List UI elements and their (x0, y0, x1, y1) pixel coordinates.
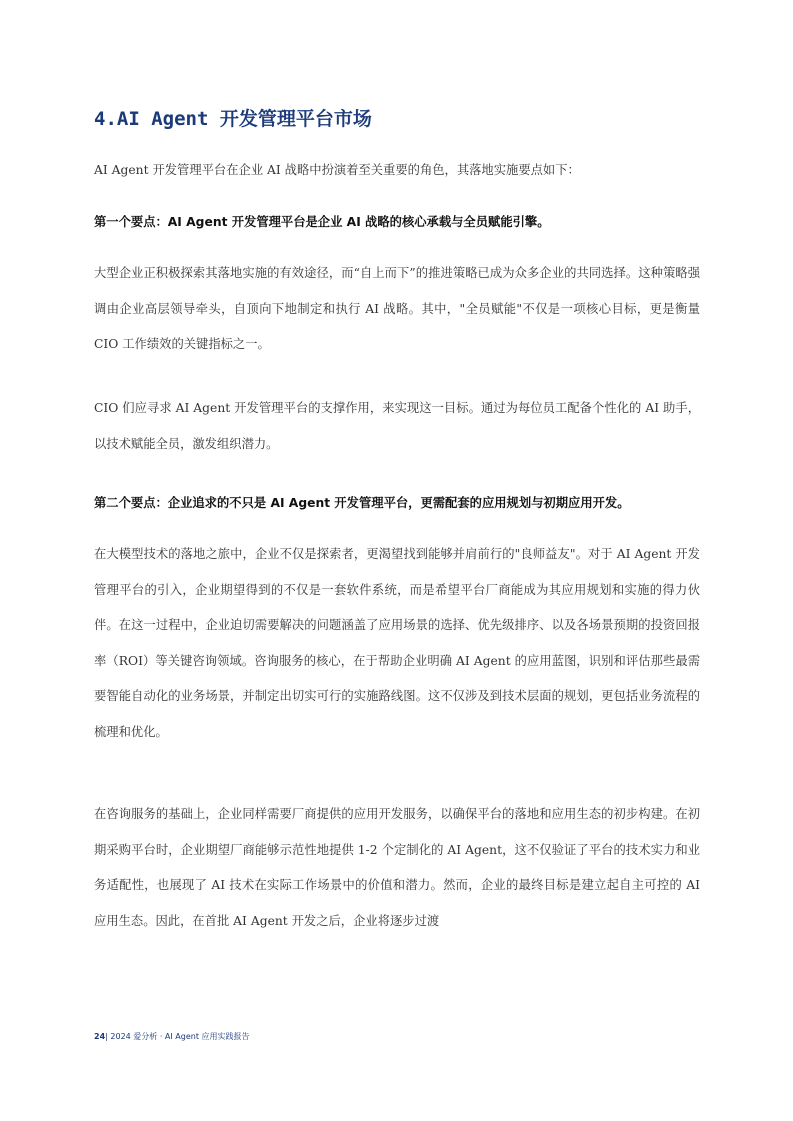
section-heading: 4.AI Agent 开发管理平台市场 (94, 108, 372, 130)
page-footer (94, 1030, 250, 1044)
report-title: 2024 爱分析 · AI Agent 应用实践报告 (110, 1032, 250, 1041)
point-1-paragraph-2: CIO 们应寻求 AI Agent 开发管理平台的支撑作用，来实现这一目标。通过为每位员工配备个性化的 AI 助手，以技术赋能全员，激发组织潜力。 (94, 401, 700, 451)
point-1-paragraph-1: 大型企业正积极探索其落地实施的有效途径，而“自上而下”的推进策略已成为众多企业的共同选择。这种策略强调由企业高层领导牵头，自顶向下地制定和执行 AI 战略。其中，"全员赋能"不仅是一项核心目标，更是衡量 CIO 工作绩效的关键指标之一。 (94, 266, 700, 351)
intro-paragraph: AI Agent 开发管理平台在企业 AI 战略中扮演着至关重要的角色，其落地实施要点如下： (94, 163, 580, 177)
point-2-paragraph-1: 在大模型技术的落地之旅中，企业不仅是探索者，更渴望找到能够并肩前行的"良师益友"。对于 AI Agent 开发管理平台的引入，企业期望得到的不仅是一套软件系统，而是希望平台厂商能成为其应用规划和实施的得力伙伴。在这一过程中，企业迫切需要解决的问题涵盖了应用场景的选择、优先级排序、以及各场景预期的投资回报率（ROI）等关键咨询领域。咨询服务的核心，在于帮助企业明确 AI Agent 的应用蓝图，识别和评估那些最需要智能自动化的业务场景，并制定出切实可行的实施路线图。这不仅涉及到技术层面的规划，更包括业务流程的梳理和优化。 (94, 547, 700, 739)
point-2-title: 第二个要点：企业追求的不只是 AI Agent 开发管理平台，更需配套的应用规划与初期应用开发。 (94, 496, 630, 510)
point-2-paragraph-2: 在咨询服务的基础上，企业同样需要厂商提供的应用开发服务，以确保平台的落地和应用生态的初步构建。在初期采购平台时，企业期望厂商能够示范性地提供 1-2 个定制化的 AI Agent，这不仅验证了平台的技术实力和业务适配性，也展现了 AI 技术在实际工作场景中的价值和潜力。然而，企业的最终目标是建立起自主可控的 AI 应用生态。因此，在首批 AI Agent 开发之后，企业将逐步过渡 (94, 807, 700, 928)
point-1-title: 第一个要点：AI Agent 开发管理平台是企业 AI 战略的核心承载与全员赋能引擎。 (94, 215, 550, 229)
page-number: 24 (94, 1032, 106, 1041)
footer-separator: | (105, 1032, 111, 1041)
